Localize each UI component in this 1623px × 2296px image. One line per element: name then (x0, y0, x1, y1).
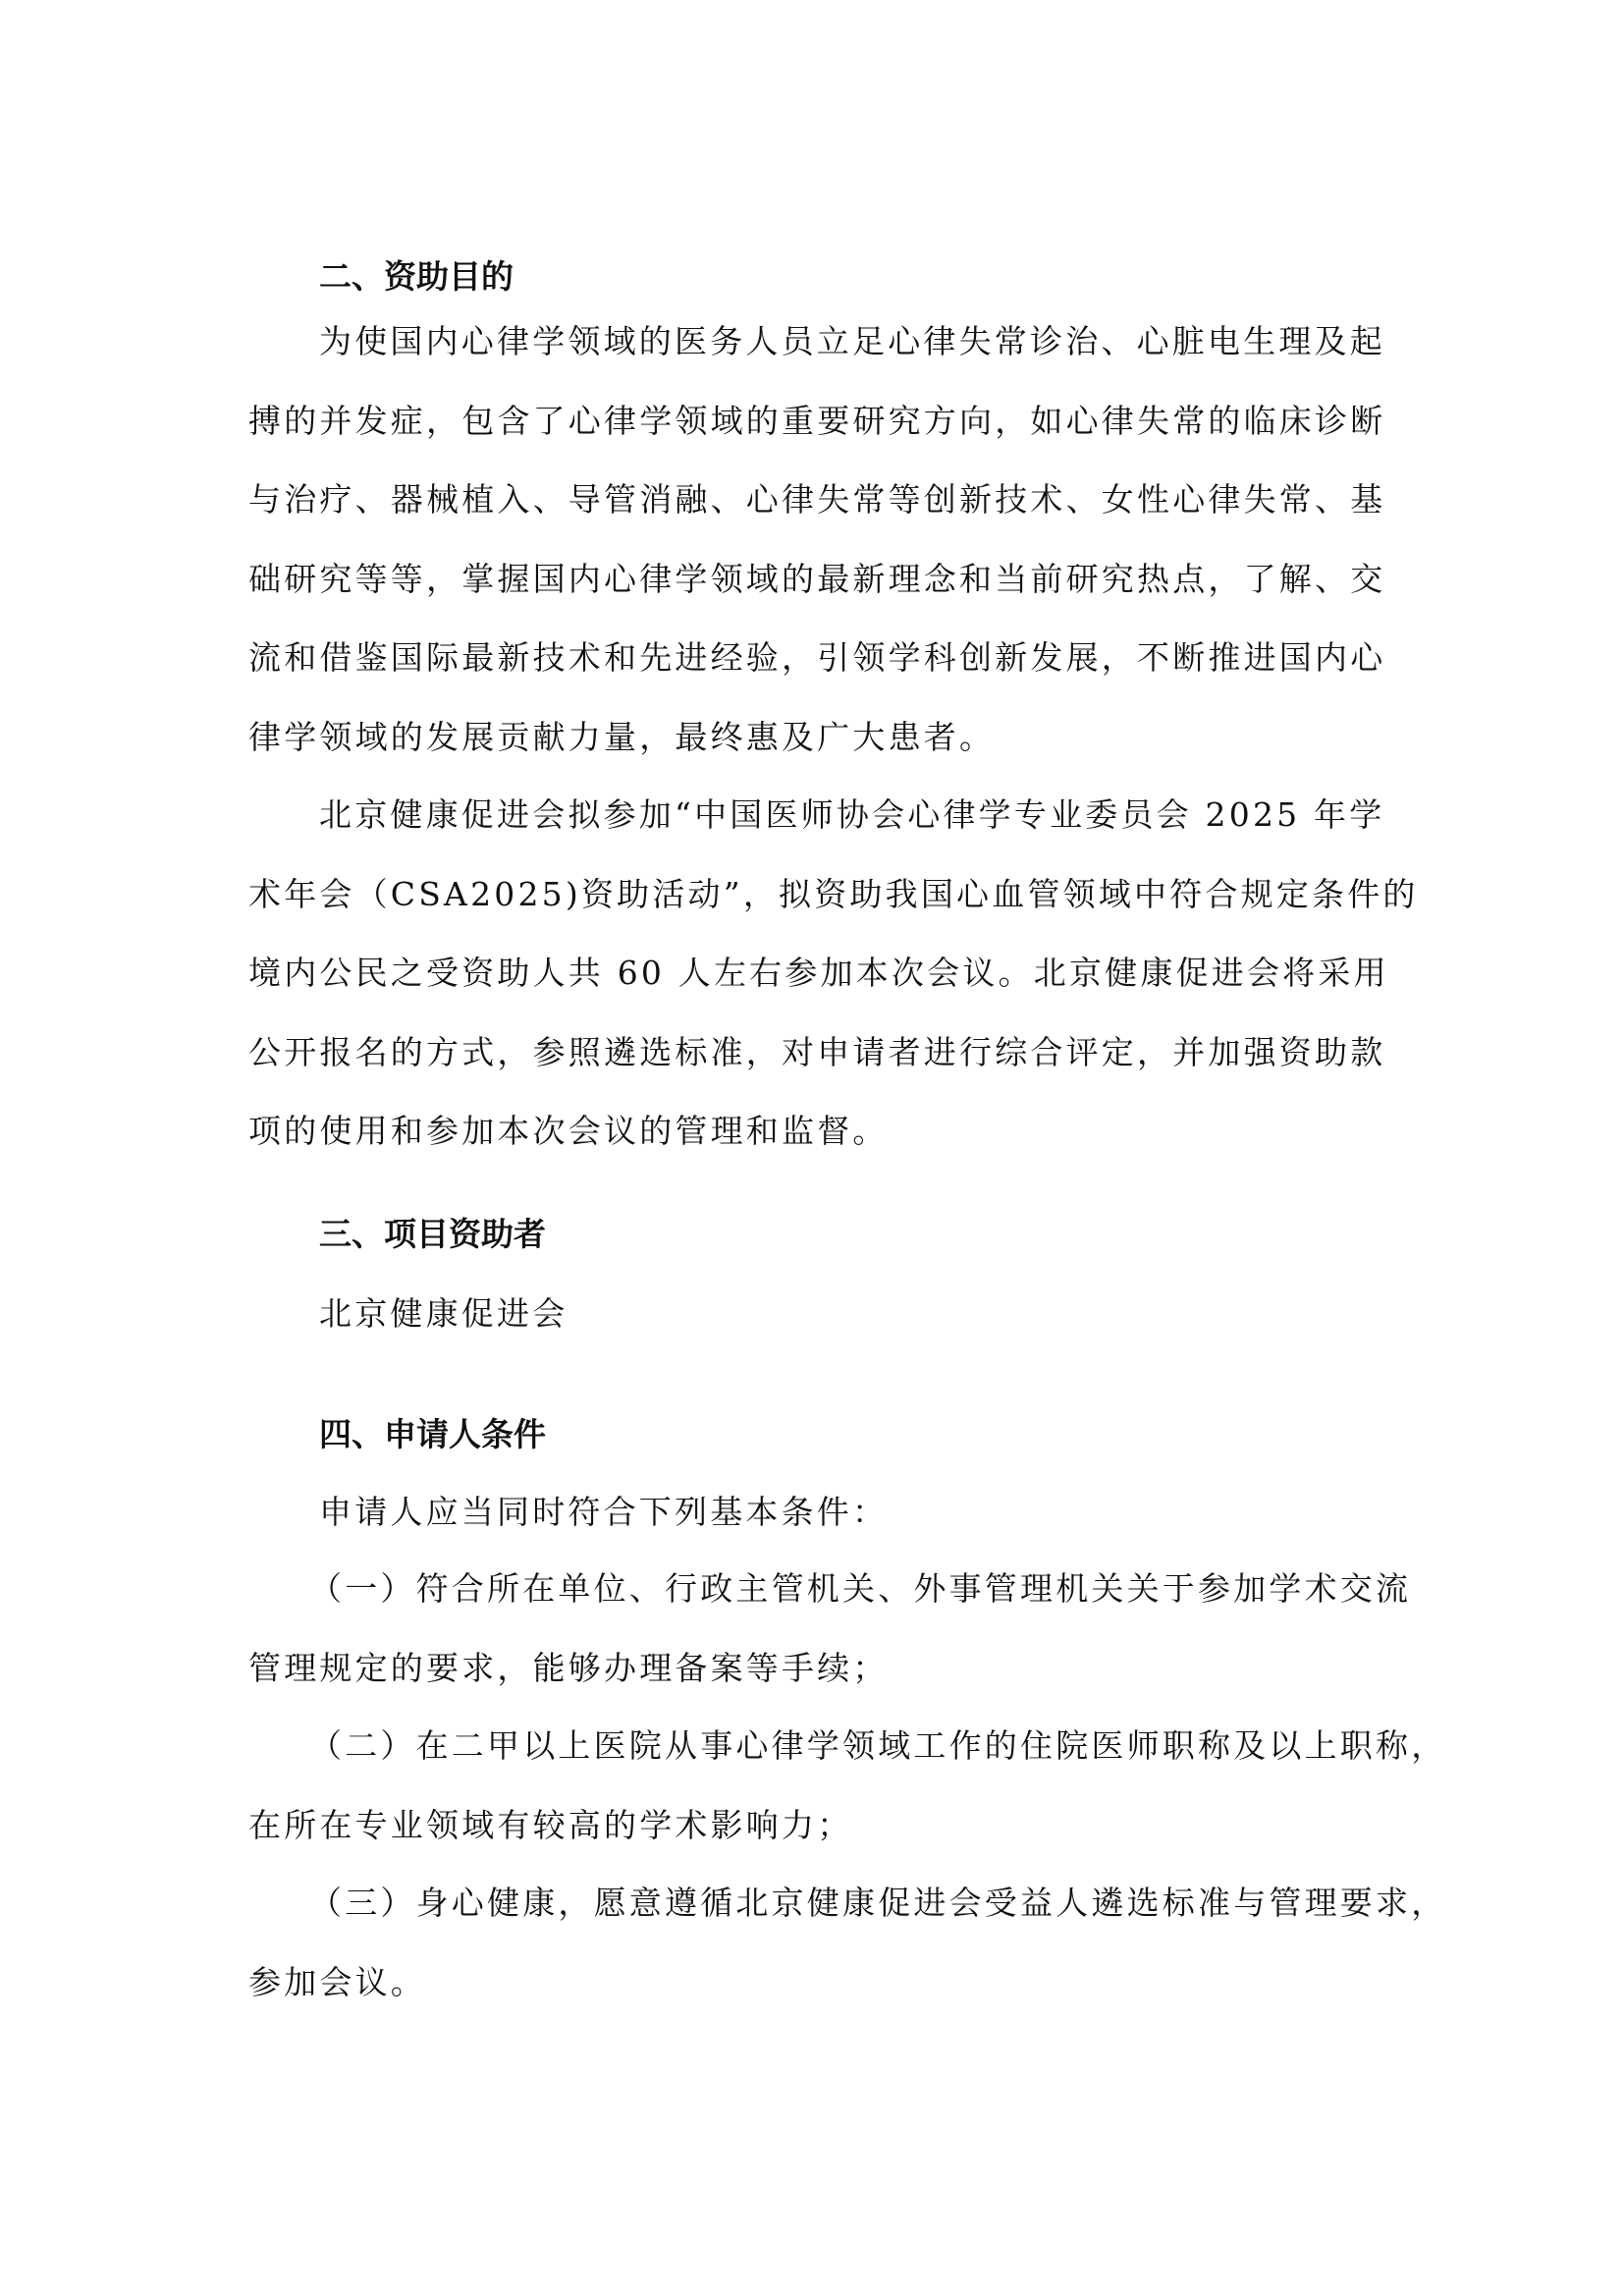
condition-item-2 (248, 1707, 1447, 1865)
text-line: 公开报名的方式，参照遴选标准，对申请者进行综合评定，并加强资助款 (248, 1032, 1386, 1071)
text-line: 与治疗、器械植入、导管消融、心律失常等创新技术、女性心律失常、基 (248, 480, 1386, 519)
text-line: （二）在二甲以上医院从事心律学领域工作的住院医师职称及以上职称， (309, 1726, 1447, 1765)
purpose-paragraph-1 (248, 302, 1392, 777)
text-line: （三）身心健康，愿意遵循北京健康促进会受益人遴选标准与管理要求， (309, 1884, 1447, 1922)
sponsor-text (319, 1275, 1463, 1354)
text-line: 流和借鉴国际最新技术和先进经验，引领学科创新发展，不断推进国内心 (248, 638, 1386, 677)
text-line: 申请人应当同时符合下列基本条件： (319, 1493, 889, 1531)
text-line: 境内公民之受资助人共 60 人左右参加本次会议。北京健康促进会将采用 (248, 954, 1389, 992)
section-heading-purpose: 二、资助目的 (319, 257, 514, 296)
text-line: 律学领域的发展贡献力量，最终惠及广大患者。 (248, 717, 996, 756)
text-line: （一）符合所在单位、行政主管机关、外事管理机关关于参加学术交流 (309, 1569, 1412, 1608)
text-line: 术年会（CSA2025)资助活动”，拟资助我国心血管领域中符合规定条件的 (248, 874, 1419, 913)
text-line: 搏的并发症，包含了心律学领域的重要研究方向，如心律失常的临床诊断 (248, 401, 1386, 440)
text-line: 础研究等等，掌握国内心律学领域的最新理念和当前研究热点，了解、交 (248, 559, 1386, 598)
text-line: 北京健康促进会拟参加“中国医师协会心律学专业委员会 2025 年学 (319, 795, 1385, 834)
conditions-intro (319, 1473, 1463, 1553)
condition-item-3 (248, 1864, 1447, 2022)
section-heading-conditions: 四、申请人条件 (319, 1415, 546, 1453)
condition-item-1 (248, 1550, 1412, 1708)
text-line: 北京健康促进会 (319, 1294, 568, 1333)
text-line: 为使国内心律学领域的医务人员立足心律失常诊治、心脏电生理及起 (319, 322, 1385, 360)
text-line: 参加会议。 (248, 1962, 426, 2001)
purpose-paragraph-2 (248, 776, 1419, 1172)
section-heading-sponsor: 三、项目资助者 (319, 1215, 546, 1253)
text-line: 管理规定的要求，能够办理备案等手续； (248, 1648, 889, 1687)
text-line: 项的使用和参加本次会议的管理和监督。 (248, 1112, 889, 1150)
text-line: 在所在专业领域有较高的学术影响力； (248, 1805, 853, 1844)
